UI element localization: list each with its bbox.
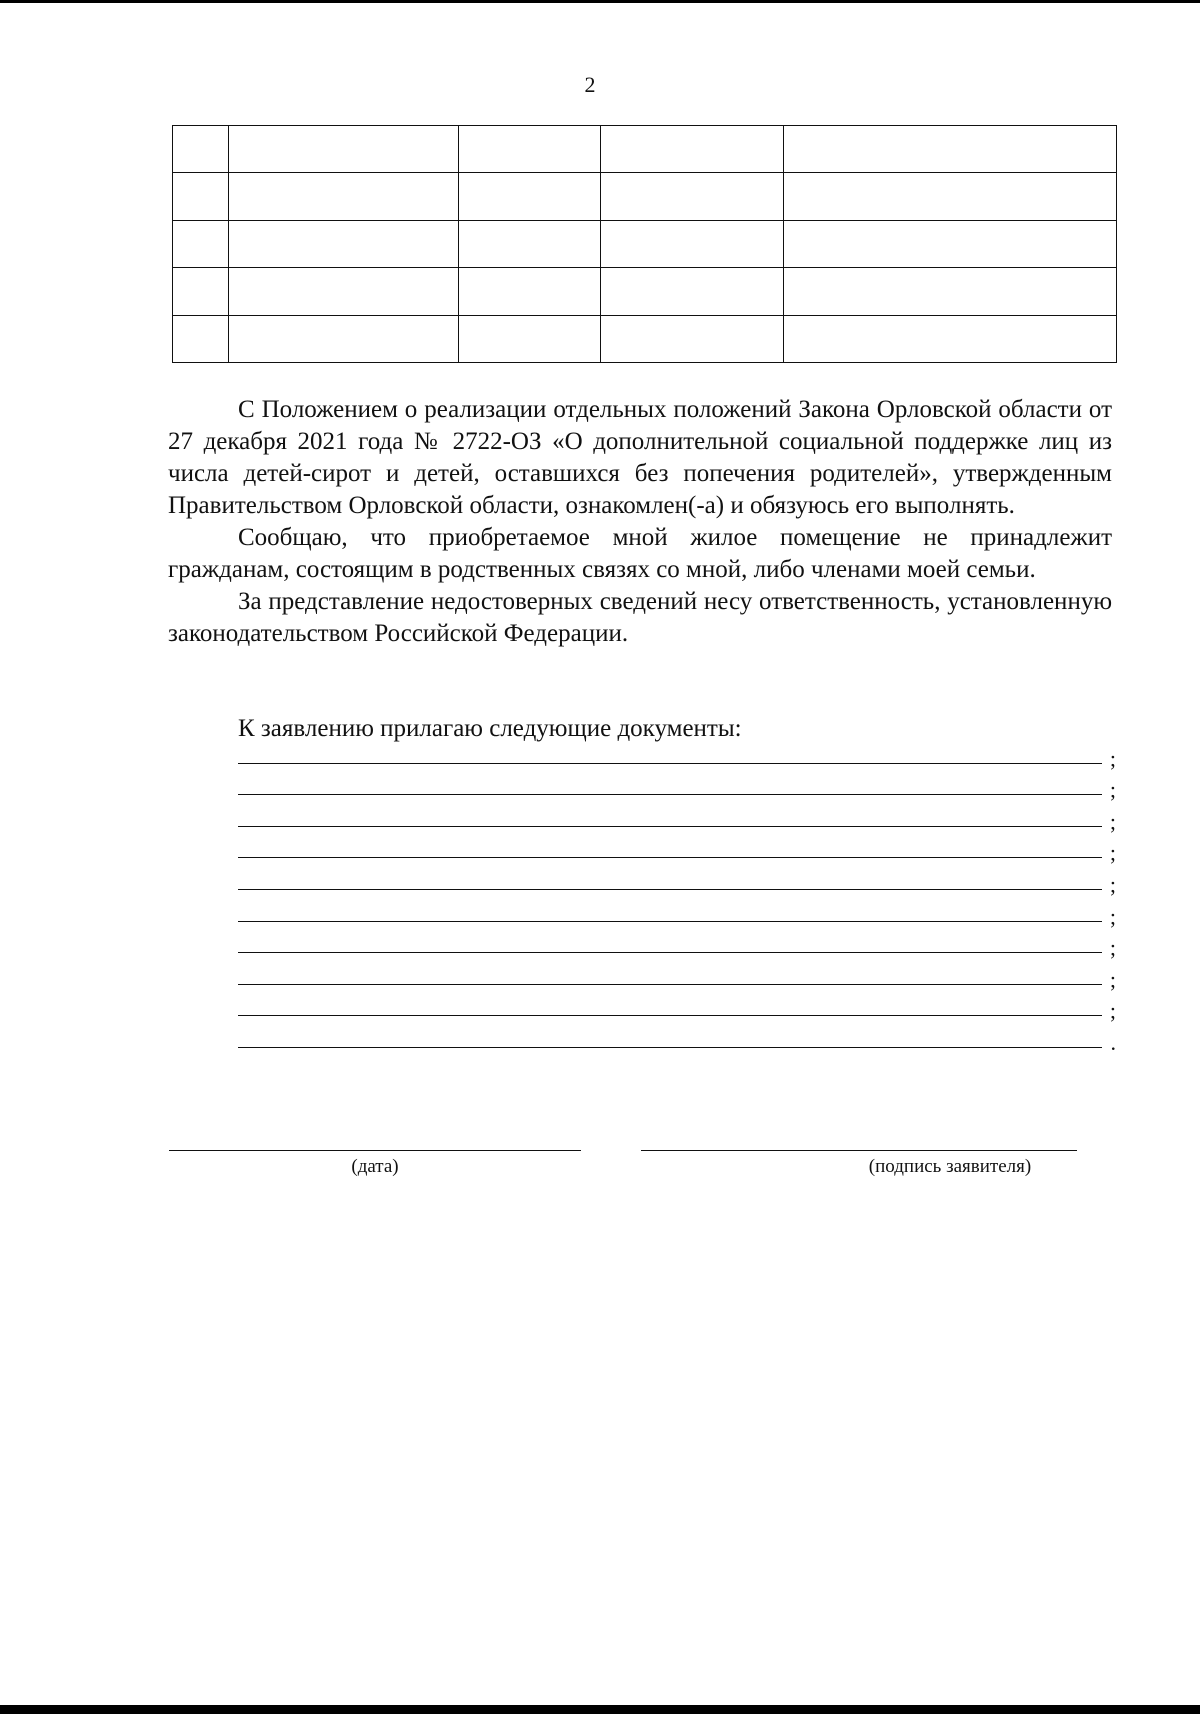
scan-edge-bottom — [0, 1705, 1200, 1714]
attachment-line[interactable] — [238, 803, 1118, 835]
attachment-line-ending: ; — [1109, 935, 1116, 961]
table-cell[interactable] — [601, 220, 784, 267]
table-cell[interactable] — [229, 126, 459, 173]
table-cell[interactable] — [229, 220, 459, 267]
attachment-line-rule — [238, 857, 1102, 858]
table-row — [173, 315, 1117, 362]
page-number: 2 — [584, 72, 596, 97]
paragraph-acknowledgement: С Положением о реализации отдельных положений Закона Орловской области от 27 декабря 2021 года № 2722-ОЗ «О дополнительной социальной поддержке лиц из числа детей-сирот и детей, оставшихся без попечения родителей», утвержденным Правительством Орловской области, ознакомлен(-а) и обязуюсь его выполнять. — [168, 396, 1112, 519]
table-cell[interactable] — [601, 315, 784, 362]
attachment-line[interactable] — [238, 740, 1118, 772]
table-cell[interactable] — [173, 268, 229, 315]
table-cell[interactable] — [459, 268, 601, 315]
signature-field-line[interactable] — [641, 1150, 1077, 1151]
attachment-line-rule — [238, 794, 1102, 795]
attachments-label: К заявлению прилагаю следующие документы: — [238, 715, 742, 742]
table-row — [173, 173, 1117, 220]
table-cell[interactable] — [229, 173, 459, 220]
attachment-line[interactable] — [238, 898, 1118, 930]
table-cell[interactable] — [229, 315, 459, 362]
table-cell[interactable] — [601, 268, 784, 315]
table-cell[interactable] — [459, 126, 601, 173]
paragraph-housing-statement: Сообщаю, что приобретаемое мной жилое помещение не принадлежит гражданам, состоящим в родственных связях со мной, либо членами моей семьи. — [168, 524, 1112, 583]
table-cell[interactable] — [601, 126, 784, 173]
table-cell[interactable] — [459, 315, 601, 362]
date-caption: (дата) — [351, 1156, 399, 1177]
attachment-line[interactable] — [238, 930, 1118, 962]
table-cell[interactable] — [173, 220, 229, 267]
table-cell[interactable] — [784, 315, 1117, 362]
attachment-line-ending: . — [1110, 1029, 1116, 1055]
attachment-line-rule — [238, 826, 1102, 827]
table-row — [173, 126, 1117, 173]
table-cell[interactable] — [229, 268, 459, 315]
attachment-line-rule — [238, 889, 1102, 890]
attachment-line-ending: ; — [1109, 808, 1116, 834]
attachment-line-rule — [238, 1015, 1102, 1016]
paragraph-responsibility: За представление недостоверных сведений несу ответственность, установленную законодательством Российской Федерации. — [168, 588, 1112, 647]
table-cell[interactable] — [173, 315, 229, 362]
table-cell[interactable] — [459, 220, 601, 267]
table-cell[interactable] — [173, 126, 229, 173]
attachment-line-ending: ; — [1109, 777, 1116, 803]
attachment-line-ending: ; — [1109, 840, 1116, 866]
attachment-line-ending: ; — [1109, 998, 1116, 1024]
attachment-line-rule — [238, 763, 1102, 764]
attachment-line[interactable] — [238, 772, 1118, 804]
attachment-line[interactable] — [238, 1024, 1118, 1056]
table-cell[interactable] — [784, 126, 1117, 173]
statement-text — [168, 394, 1112, 650]
scan-edge-top — [0, 0, 1200, 3]
attachment-line-rule — [238, 1047, 1102, 1048]
table-cell[interactable] — [173, 173, 229, 220]
table-cell[interactable] — [601, 173, 784, 220]
table-row — [173, 268, 1117, 315]
attachment-line[interactable] — [238, 993, 1118, 1025]
attachment-line-rule — [238, 952, 1102, 953]
table-cell[interactable] — [459, 173, 601, 220]
date-field-line[interactable] — [169, 1150, 581, 1151]
table-row — [173, 220, 1117, 267]
attachment-line-rule — [238, 921, 1102, 922]
attachment-line-rule — [238, 984, 1102, 985]
attachment-line-ending: ; — [1109, 871, 1116, 897]
attachment-line[interactable] — [238, 835, 1118, 867]
data-table — [172, 125, 1117, 363]
attachment-line-ending: ; — [1109, 745, 1116, 771]
attachment-line[interactable] — [238, 866, 1118, 898]
attachments-list — [238, 740, 1118, 1056]
signature-caption: (подпись заявителя) — [868, 1156, 1032, 1177]
attachment-line[interactable] — [238, 961, 1118, 993]
table-cell[interactable] — [784, 173, 1117, 220]
table-cell[interactable] — [784, 220, 1117, 267]
attachment-line-ending: ; — [1109, 966, 1116, 992]
table-cell[interactable] — [784, 268, 1117, 315]
attachment-line-ending: ; — [1109, 903, 1116, 929]
